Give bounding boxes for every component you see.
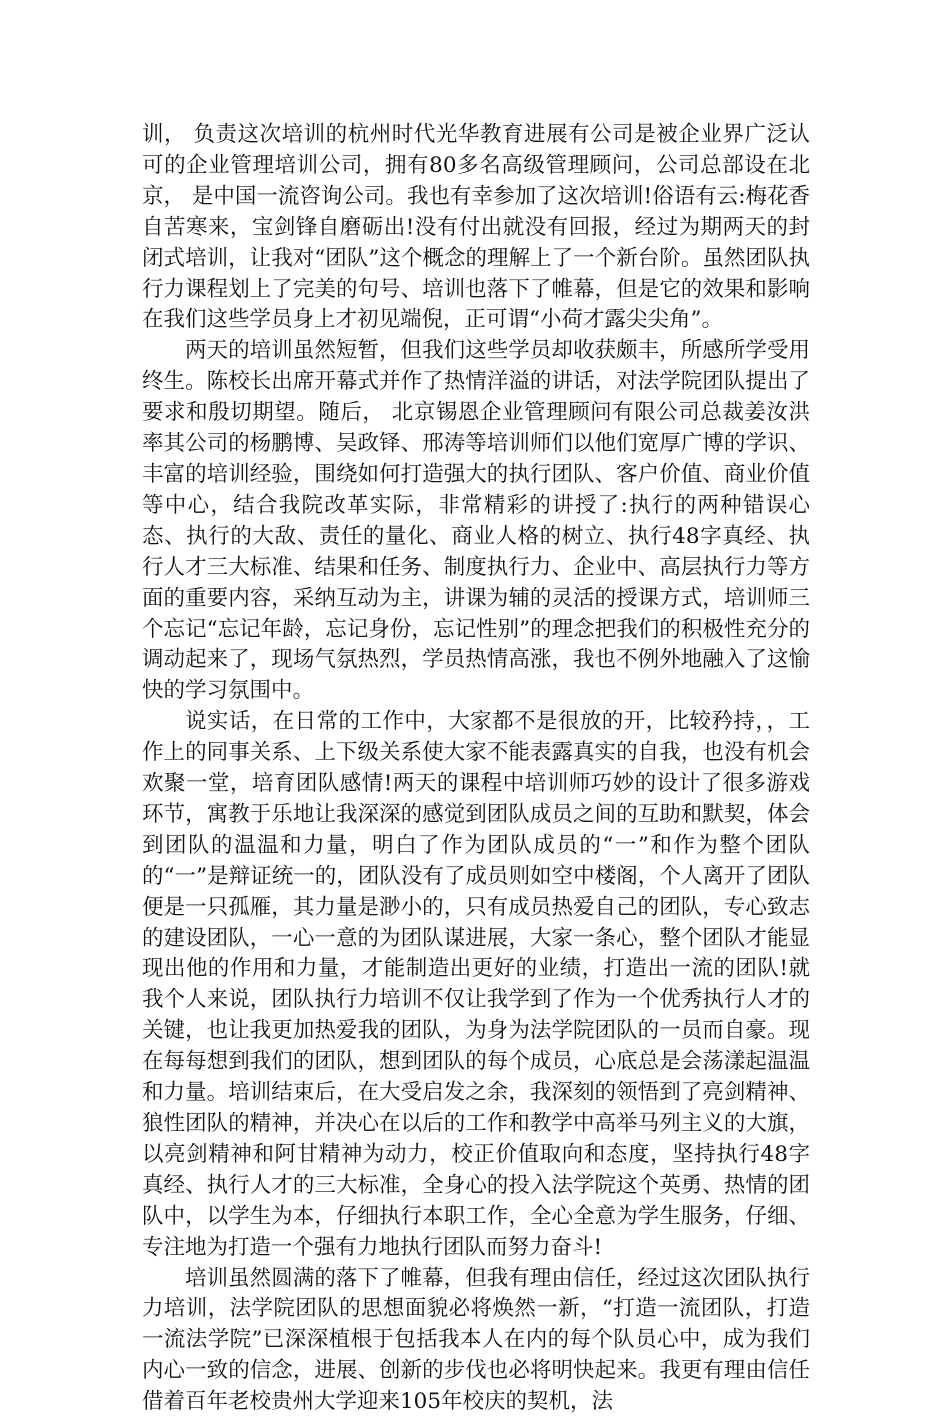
paragraph-4: 培训虽然圆满的落下了帷幕，但我有理由信任，经过这次团队执行力培训，法学院团队的思想面貌必将焕然一新，“打造一流团队，打造一流法学院”已深深植根于包括我本人在内的每个队员心中，成为我们内心一致的信念，进展、创新的步伐也必将明快起来。我更有理由信任借着百年老校贵州大学迎来105年校庆的契机，法 — [142, 1265, 810, 1415]
paragraph-3: 说实话，在日常的工作中，大家都不是很放的开，比较矜持，，工作上的同事关系、上下级关系使大家不能表露真实的自我，也没有机会欢聚一堂，培育团队感情!两天的课程中培训师巧妙的设计了很多游戏环节，寓教于乐地让我深深的感觉到团队成员之间的互助和默契，体会到团队的温温和力量，明白了作为团队成员的“一”和作为整个团队的“一”是辩证统一的，团队没有了成员则如空中楼阁，个人离开了团队便是一只孤雁，其力量是渺小的，只有成员热爱自己的团队，专心致志的建设团队，一心一意的为团队谋进展，大家一条心，整个团队才能显现出他的作用和力量，才能制造出更好的业绩，打造出一流的团队!就我个人来说，团队执行力培训不仅让我学到了作为一个优秀执行人才的关键，也让我更加热爱我的团队，为身为法学院团队的一员而自豪。现在每每想到我们的团队，想到团队的每个成员，心底总是会荡漾起温温和力量。培训结束后，在大受启发之余，我深刻的领悟到了亮剑精神、狼性团队的精神，并决心在以后的工作和教学中高举马列主义的大旗，以亮剑精神和阿甘精神为动力，校正价值取向和态度，坚持执行48字真经、执行人才的三大标准，全身心的投入法学院这个英勇、热情的团队中，以学生为本，仔细执行本职工作，全心全意为学生服务，仔细、专注地为打造一个强有力地执行团队而努力奋斗! — [142, 709, 810, 1260]
paragraph-2: 两天的培训虽然短暂，但我们这些学员却收获颇丰，所感所学受用终生。陈校长出席开幕式并作了热情洋溢的讲话，对法学院团队提出了要求和殷切期望。随后， 北京锡恩企业管理顾问有限公司总裁姜汝洪率其公司的杨鹏博、吴政铎、邢涛等培训师们以他们宽厚广博的学识、丰富的培训经验，围绕如何打造强大的执行团队、客户价值、商业价值等中心，结合我院改革实际，非常精彩的讲授了:执行的两种错误心态、执行的大敌、责任的量化、商业人格的树立、执行48字真经、执行人才三大标准、结果和任务、制度执行力、企业中、高层执行力等方面的重要内容，采纳互动为主，讲课为辅的灵活的授课方式，培训师三个忘记“忘记年龄，忘记身份，忘记性别”的理念把我们的积极性充分的调动起来了，现场气氛热烈，学员热情高涨，我也不例外地融入了这愉快的学习氛围中。 — [142, 338, 810, 704]
document-body — [142, 120, 810, 1418]
paragraph-1: 训， 负责这次培训的杭州时代光华教育进展有公司是被企业界广泛认可的企业管理培训公司，拥有80多名高级管理顾问，公司总部设在北京， 是中国一流咨询公司。我也有幸参加了这次培训!俗语有云:梅花香自苦寒来，宝剑锋自磨砺出!没有付出就没有回报，经过为期两天的封闭式培训，让我对“团队”这个概念的理解上了一个新台阶。虽然团队执行力课程划上了完美的句号、培训也落下了帷幕，但是它的效果和影响在我们这些学员身上才初见端倪，正可谓“小荷才露尖尖角”。 — [142, 122, 810, 333]
